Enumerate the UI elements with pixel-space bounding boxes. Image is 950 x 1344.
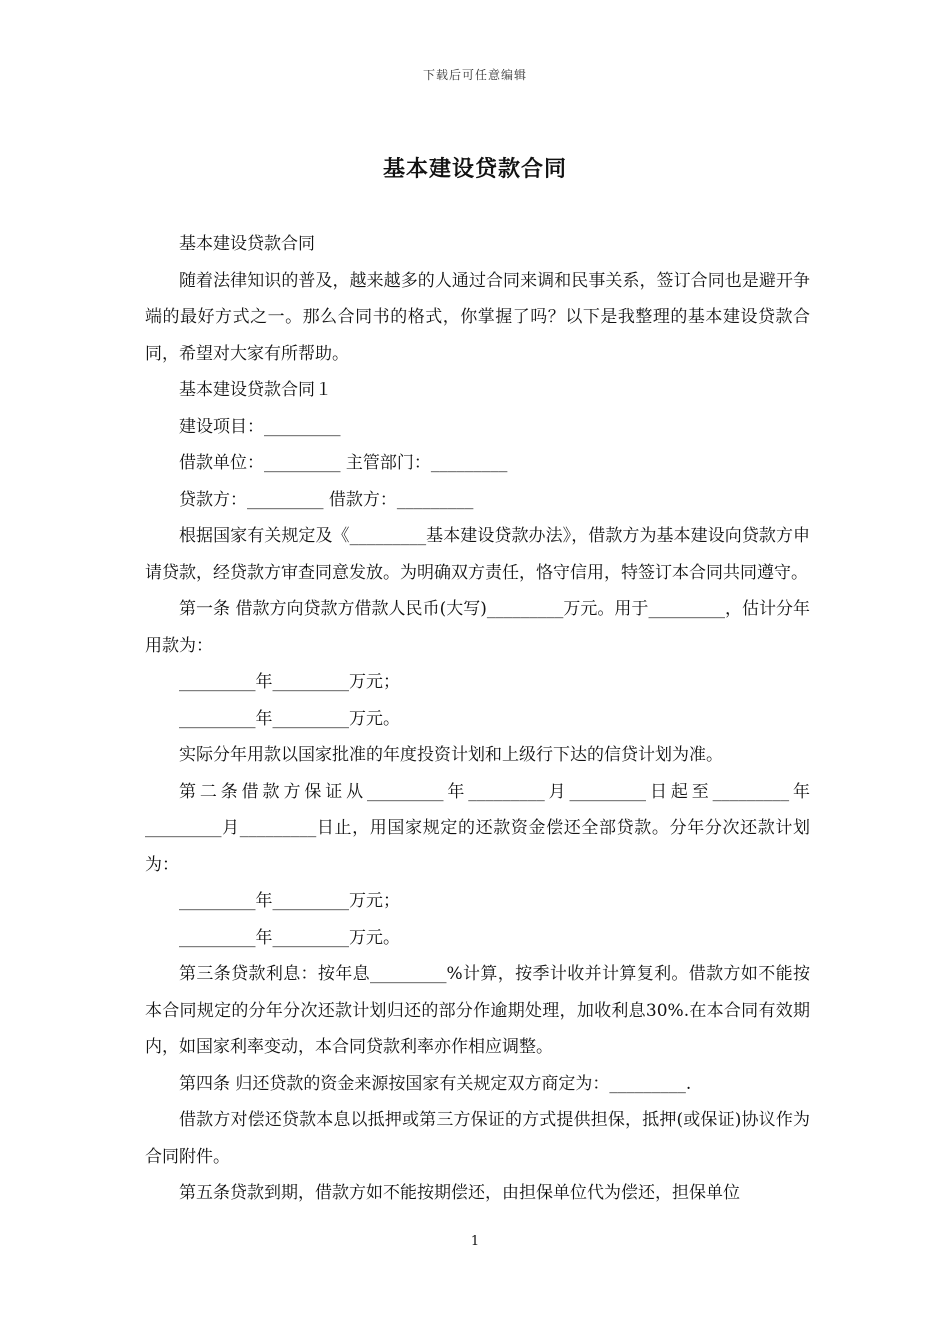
- paragraph-article-1-year-1: _________年_________万元；: [179, 672, 400, 692]
- paragraph-guarantee: 借款方对偿还贷款本息以抵押或第三方保证的方式提供担保，抵押(或保证)协议作为合同附件。: [145, 1110, 810, 1167]
- page-number: 1: [470, 1234, 480, 1249]
- paragraph-parties: 贷款方：_________ 借款方：_________: [179, 489, 474, 510]
- paragraph-article-1-note: 实际分年用款以国家批准的年度投资计划和上级行下达的信贷计划为准。: [179, 745, 723, 765]
- paragraph-contract-heading: 基本建设贷款合同１: [179, 380, 332, 400]
- paragraph-article-1: 第一条 借款方向贷款方借款人民币(大写)_________万元。用于_________，估计分年用款为：: [145, 599, 810, 656]
- paragraph-article-2-year-1: _________年_________万元；: [179, 891, 400, 911]
- paragraph-article-2: 第二条借款方保证从_________年_________月_________日起至_________年_________月_________日止，用国家规定的还款资金偿还全部贷款。分年分次还款计划为：: [145, 781, 810, 875]
- paragraph-article-1-year-2: _________年_________万元。: [179, 708, 400, 729]
- paragraph-article-5: 第五条贷款到期，借款方如不能按期偿还，由担保单位代为偿还，担保单位: [179, 1183, 740, 1203]
- paragraph-article-2-year-2: _________年_________万元。: [179, 927, 400, 948]
- paragraph-project: 建设项目：_________: [179, 416, 341, 437]
- header-note: 下载后可任意编辑: [422, 68, 527, 82]
- paragraph-preamble: 根据国家有关规定及《_________基本建设贷款办法》，借款方为基本建设向贷款方申请贷款，经贷款方审查同意发放。为明确双方责任，恪守信用，特签订本合同共同遵守。: [145, 526, 810, 583]
- paragraph-article-4: 第四条 归还贷款的资金来源按国家有关规定双方商定为：_________.: [179, 1073, 692, 1094]
- paragraph-borrower-unit: 借款单位：_________ 主管部门：_________: [179, 453, 508, 473]
- document-title: 基本建设贷款合同: [382, 156, 567, 182]
- paragraph-intro: 随着法律知识的普及，越来越多的人通过合同来调和民事关系，签订合同也是避开争端的最好方式之一。那么合同书的格式，你掌握了吗？以下是我整理的基本建设贷款合同，希望对大家有所帮助。: [145, 270, 810, 364]
- paragraph-article-3: 第三条贷款利息：按年息_________%计算，按季计收并计算复利。借款方如不能按本合同规定的分年分次还款计划归还的部分作逾期处理，加收利息30%.在本合同有效期内，如国家利率变动，本合同贷款利率亦作相应调整。: [145, 964, 810, 1057]
- paragraph-subtitle: 基本建设贷款合同: [179, 234, 315, 254]
- document-body: [145, 226, 810, 1212]
